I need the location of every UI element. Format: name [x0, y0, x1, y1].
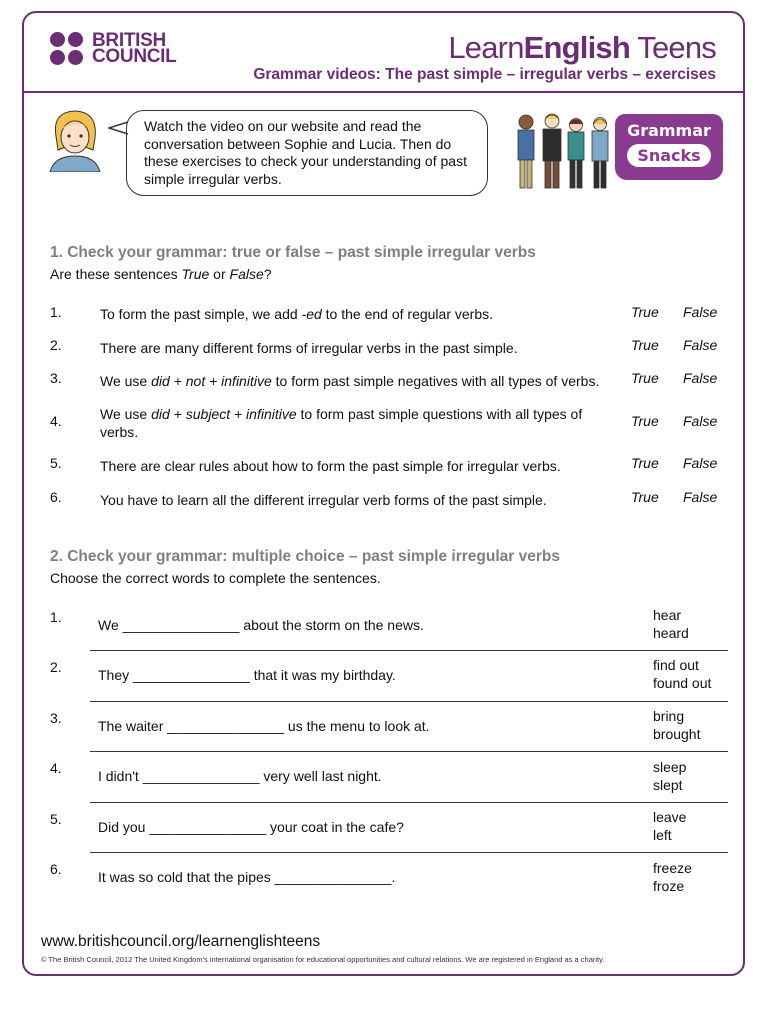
row-divider [90, 852, 728, 853]
logo-text-line1: BRITISH [92, 30, 166, 51]
mc-sentence-3: The waiter _______________ us the menu to look at. [98, 718, 430, 734]
instr-true: True [181, 266, 210, 282]
section2-instruction: Choose the correct words to complete the sentences. [50, 570, 381, 586]
footer-url-link[interactable]: www.britishcouncil.org/learnenglishteens [41, 933, 321, 950]
mc-sentence-2: They _______________ that it was my birthday. [98, 667, 396, 683]
true-option[interactable]: True [631, 413, 659, 429]
section1-title: 1. Check your grammar: true or false – past simple irregular verbs [50, 244, 536, 261]
mc-sentence-4: I didn't _______________ very well last night. [98, 768, 382, 784]
mc-sentence-5: Did you _______________ your coat in the cafe? [98, 819, 404, 835]
mc-option[interactable]: find out [653, 657, 699, 673]
tf-text-em: did + not + infinitive [151, 373, 272, 389]
mc-options-4 [653, 758, 686, 794]
tf-num: 2. [50, 337, 62, 353]
tf-text-pre: To form the past simple, we add [100, 306, 302, 322]
true-option[interactable]: True [631, 370, 659, 386]
true-option[interactable]: True [631, 455, 659, 471]
mc-options-2 [653, 656, 711, 692]
tf-text-em: -ed [301, 306, 322, 322]
tf-text [100, 339, 620, 357]
mc-num-6: 6. [50, 861, 62, 877]
badge-line2: Snacks [627, 144, 711, 167]
true-option[interactable]: True [631, 337, 659, 353]
tf-text [100, 405, 600, 441]
tf-num: 4. [50, 413, 62, 429]
tf-text [100, 491, 620, 509]
false-option[interactable]: False [683, 455, 718, 471]
brand-bold: English [523, 30, 631, 65]
mc-option[interactable]: leave [653, 809, 687, 825]
mc-options-5 [653, 808, 686, 844]
instr-suffix: ? [263, 266, 272, 282]
sophie-avatar-icon [46, 106, 104, 172]
page-subtitle: Grammar videos: The past simple – irregular verbs – exercises [253, 66, 716, 83]
mc-option[interactable]: sleep [653, 759, 687, 775]
mc-option[interactable]: found out [653, 675, 712, 691]
instr-or: or [209, 266, 230, 282]
row-divider [90, 802, 728, 803]
section2-title: 2. Check your grammar: multiple choice – past simple irregular verbs [50, 548, 560, 565]
teen-characters-icon [510, 108, 620, 194]
tf-text-pre: We use [100, 406, 152, 422]
tf-text-em: did + subject + infinitive [151, 406, 297, 422]
instr-false: False [229, 266, 264, 282]
logo-dots-icon [50, 32, 84, 66]
tf-text [100, 457, 620, 475]
mc-sentence-6: It was so cold that the pipes _______________. [98, 869, 396, 885]
logo-text-line2: COUNCIL [92, 46, 177, 67]
header-divider [24, 91, 743, 93]
tf-num: 5. [50, 455, 62, 471]
false-option[interactable]: False [683, 304, 718, 320]
mc-num-3: 3. [50, 710, 62, 726]
row-divider [90, 650, 728, 651]
tf-num: 3. [50, 370, 62, 386]
tf-num: 1. [50, 304, 62, 320]
mc-option[interactable]: froze [653, 878, 685, 894]
true-option[interactable]: True [631, 304, 659, 320]
mc-options-6 [653, 859, 692, 895]
tf-text-post: to form past simple negatives with all types of verbs. [271, 373, 600, 389]
tf-text-pre: We use [100, 373, 152, 389]
row-divider [90, 751, 728, 752]
mc-option[interactable]: bring [653, 708, 685, 724]
instr-prefix: Are these sentences [50, 266, 182, 282]
tf-num: 6. [50, 489, 62, 505]
footer-copyright: © The British Council, 2012 The United Kingdom's international organisation for educational opportunities and cultural relations. We are registered in England as a charity. [41, 955, 605, 964]
row-divider [90, 701, 728, 702]
false-option[interactable]: False [683, 489, 718, 505]
mc-option[interactable]: freeze [653, 860, 692, 876]
mc-option[interactable]: hear [653, 607, 682, 623]
tf-text [100, 372, 630, 390]
false-option[interactable]: False [683, 337, 718, 353]
tf-text-post: to the end of regular verbs. [321, 306, 493, 322]
mc-sentence-1: We _______________ about the storm on the news. [98, 617, 424, 633]
tf-text-pre: There are clear rules about how to form the past simple for irregular verbs. [100, 458, 561, 474]
tf-text-pre: You have to learn all the different irregular verb forms of the past simple. [100, 492, 547, 508]
british-council-logo [50, 32, 176, 66]
false-option[interactable]: False [683, 370, 718, 386]
intro-speech-bubble: Watch the video on our website and read the conversation between Sophie and Lucia. Then do these exercises to check your understanding of past simple irregular verbs. [126, 110, 488, 196]
grammar-snacks-badge [615, 114, 723, 180]
mc-options-1 [653, 606, 689, 642]
tf-text [100, 305, 620, 323]
mc-option[interactable]: brought [653, 726, 701, 742]
mc-num-4: 4. [50, 760, 62, 776]
brand-suffix: Teens [630, 30, 716, 65]
tf-text-post: to form past simple questions with all types of verbs. [100, 406, 583, 440]
false-option[interactable]: False [683, 413, 718, 429]
mc-option[interactable]: slept [653, 777, 683, 793]
mc-options-3 [653, 707, 700, 743]
section1-instruction [50, 266, 272, 282]
mc-num-5: 5. [50, 811, 62, 827]
brand-prefix: Learn [448, 30, 524, 65]
mc-num-1: 1. [50, 609, 62, 625]
badge-line1: Grammar [627, 121, 711, 140]
mc-num-2: 2. [50, 659, 62, 675]
mc-option[interactable]: heard [653, 625, 689, 641]
mc-option[interactable]: left [653, 827, 672, 843]
learnenglish-teens-brand [448, 30, 716, 66]
true-option[interactable]: True [631, 489, 659, 505]
tf-text-pre: There are many different forms of irregular verbs in the past simple. [100, 340, 518, 356]
